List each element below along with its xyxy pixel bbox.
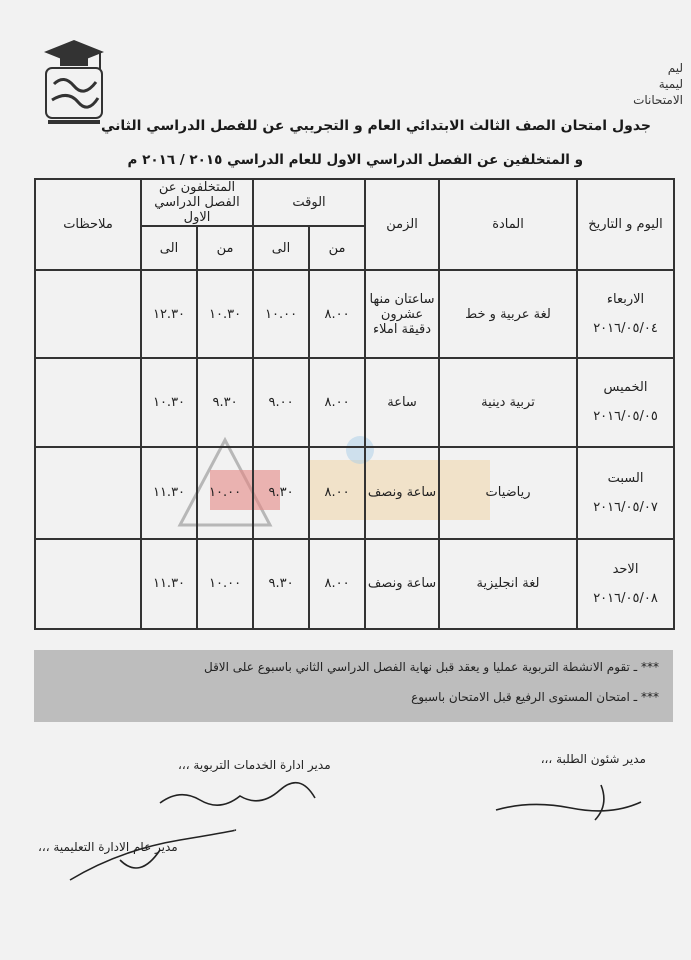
duration-cell: ساعة [365,358,439,446]
header-makeup-to: الى [141,226,197,270]
exam-date: ٢٠١٦/٠٥/٠٤ [593,321,658,337]
table-row [35,447,674,539]
notes-band [34,650,673,722]
day-name: السبت [607,470,644,486]
notes-cell [35,447,141,539]
day-date-cell [577,447,674,539]
exam-date: ٢٠١٦/٠٥/٠٨ [593,590,658,606]
exam-date: ٢٠١٦/٠٥/٠٥ [593,409,658,425]
time-to-cell: ٩.٠٠ [253,358,309,446]
handwritten-signature [60,820,240,890]
day-date-cell [577,539,674,629]
notes-cell [35,539,141,629]
time-to-cell: ٩.٣٠ [253,539,309,629]
org-line: ليم [667,61,683,75]
document-title: جدول امتحان الصف الثالث الابتدائي العام و التجريبي عن للفصل الدراسي الثاني [100,118,651,134]
notes-cell [35,270,141,358]
header-day-date: اليوم و التاريخ [577,179,674,270]
duration-cell: ساعتان منها عشرون دقيقة املاء [365,270,439,358]
day-name: الاربعاء [606,292,645,308]
time-to-cell: ٩.٣٠ [253,447,309,539]
document-subtitle: و المتخلفين عن الفصل الدراسي الاول للعام الدراسي ٢٠١٥ / ٢٠١٦ م [127,152,583,168]
logo-emblem [38,36,110,128]
makeup-from-cell: ٩.٣٠ [197,358,253,446]
duration-cell: ساعة ونصف [365,447,439,539]
header-time-from: من [309,226,365,270]
header-makeup-from: من [197,226,253,270]
subject-cell: لغة عربية و خط [439,270,577,358]
makeup-to-cell: ١١.٣٠ [141,539,197,629]
notes-cell [35,358,141,446]
signature-title-general-manager: مدير عام الادارة التعليمية ،،، [38,840,178,854]
note-activities: *** ـ تقوم الانشطة التربوية عمليا و يعقد قبل نهاية الفصل الدراسي الثاني باسبوع على الاقل [203,660,659,674]
duration-cell: ساعة ونصف [365,539,439,629]
makeup-from-cell: ١٠.٣٠ [197,270,253,358]
subject-cell: تربية دينية [439,358,577,446]
org-header [633,60,683,108]
makeup-to-cell: ١٠.٣٠ [141,358,197,446]
signature-title-student-affairs: مدير شئون الطلبة ،،، [540,752,646,766]
makeup-from-cell: ١٠.٠٠ [197,447,253,539]
handwritten-signature [150,778,320,818]
header-subject: المادة [439,179,577,270]
exam-schedule-table [34,178,675,630]
exam-date: ٢٠١٦/٠٥/٠٧ [593,499,658,515]
time-from-cell: ٨.٠٠ [309,270,365,358]
header-time: الوقت [253,179,365,226]
time-from-cell: ٨.٠٠ [309,447,365,539]
day-name: الخميس [603,380,648,396]
subject-cell: لغة انجليزية [439,539,577,629]
day-date-cell [577,358,674,446]
time-to-cell: ١٠.٠٠ [253,270,309,358]
table-row [35,539,674,629]
header-notes: ملاحظات [35,179,141,270]
table-row [35,358,674,446]
makeup-to-cell: ١٢.٣٠ [141,270,197,358]
header-makeup: المتخلفون عن الفصل الدراسي الاول [141,179,253,226]
header-duration: الزمن [365,179,439,270]
day-name: الاحد [612,561,639,577]
makeup-to-cell: ١١.٣٠ [141,447,197,539]
makeup-from-cell: ١٠.٠٠ [197,539,253,629]
table-row [35,270,674,358]
org-line: ليمية [658,77,683,91]
header-time-to: الى [253,226,309,270]
time-from-cell: ٨.٠٠ [309,539,365,629]
note-advanced-level: *** ـ امتحان المستوى الرفيع قبل الامتحان باسبوع [411,690,659,704]
handwritten-signature [491,780,651,830]
day-date-cell [577,270,674,358]
signature-title-educational-services: مدير ادارة الخدمات التربوية ،،، [178,758,331,772]
time-from-cell: ٨.٠٠ [309,358,365,446]
subject-cell: رياضيات [439,447,577,539]
org-line: الامتحانات [633,93,683,107]
